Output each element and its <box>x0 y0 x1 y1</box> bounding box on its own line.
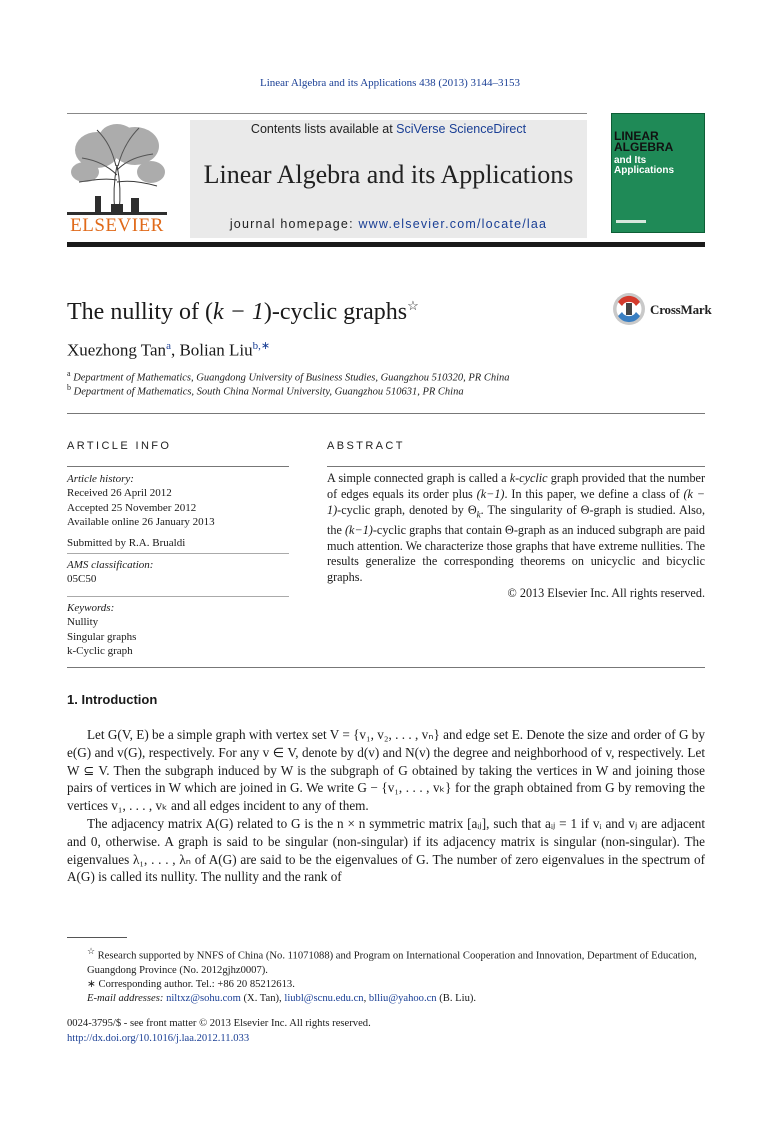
front-matter-notice <box>67 1017 371 1046</box>
abstract-math: (k − 1) <box>327 486 705 517</box>
abstract-heading: ABSTRACT <box>327 440 405 452</box>
cover-imprint-mark <box>616 220 646 223</box>
contents-prefix: Contents lists available at <box>250 122 393 136</box>
abstract-term: k-cyclic <box>509 471 548 485</box>
section-heading: 1. Introduction <box>67 692 158 707</box>
ams-code: 05C50 <box>67 573 97 586</box>
journal-citation[interactable]: Linear Algebra and its Applications 438 (2013) 3144–3153 <box>260 77 520 89</box>
author-affil-mark[interactable]: a <box>166 340 171 352</box>
abstract-text: -cyclic graph, denoted by <box>337 502 464 517</box>
footnote-rule <box>67 937 127 938</box>
affiliation-mark: a <box>67 369 71 378</box>
info-divider <box>67 553 289 554</box>
paragraph: The adjacency matrix A(G) related to G is the n × n symmetric matrix [aᵢⱼ], such that aᵢⱼ = 1 if vᵢ and vⱼ are adjacent and 0, otherwise. A graph is said to be singular (non-singular) if its adjacency matrix is singular (non-singular). The eigenvalues λ₁, . . . , λₙ of A(G) are said to be the eigenvalues of G. The number of zero eigenvalues in the spectrum of A(G) is called its nullity. The nullity and the rank of <box>67 815 705 885</box>
contents-line <box>190 122 587 136</box>
section-body <box>67 726 705 886</box>
journal-name: Linear Algebra and its Applications <box>203 160 574 189</box>
keywords <box>67 601 289 658</box>
title-post: )-cyclic graphs <box>263 299 408 325</box>
homepage-link[interactable]: www.elsevier.com/locate/laa <box>358 217 548 231</box>
abstract-text: . The singularity of Θ-graph is studied. Also, the <box>327 502 706 537</box>
header-top-rule <box>67 113 587 114</box>
funding-footnote <box>67 944 705 978</box>
abstract-body <box>327 471 705 602</box>
abstract-math: (k−1) <box>476 486 505 501</box>
article-info-heading: ARTICLE INFO <box>67 440 172 452</box>
online-date: Available online 26 January 2013 <box>67 515 215 528</box>
accepted-date: Accepted 25 November 2012 <box>67 501 197 514</box>
sciencedirect-link[interactable]: SciVerse ScienceDirect <box>396 122 527 136</box>
article-history <box>67 472 289 529</box>
title-footnote-mark[interactable]: ☆ <box>407 298 419 313</box>
abstract-text: A simple connected graph is called a <box>327 471 507 485</box>
abstract-rule <box>327 466 705 467</box>
article-title <box>67 298 419 326</box>
author-separator: , <box>170 340 180 360</box>
info-divider <box>67 596 289 597</box>
submitted-by: Submitted by R.A. Brualdi <box>67 537 186 549</box>
elsevier-wordmark: ELSEVIER <box>70 215 164 236</box>
doi-link[interactable]: http://dx.doi.org/10.1016/j.laa.2012.11.033 <box>67 1032 250 1044</box>
email-link[interactable]: niltxz@sohu.com <box>166 993 241 1005</box>
journal-homepage <box>190 217 587 231</box>
footnotes <box>67 944 705 1007</box>
affiliation-mark: b <box>67 383 71 392</box>
keyword: k-Cyclic graph <box>67 644 133 657</box>
affiliations-rule <box>67 413 705 414</box>
email-separator: , <box>363 993 367 1005</box>
history-label: Article history: <box>67 473 134 485</box>
keywords-label: Keywords: <box>67 602 115 614</box>
email-link[interactable]: liubl@scnu.edu.cn <box>284 993 364 1005</box>
cover-title: LINEAR ALGEBRA <box>614 129 674 154</box>
author-affil-mark[interactable]: b,∗ <box>252 340 271 352</box>
abstract-copyright: © 2013 Elsevier Inc. All rights reserved. <box>507 586 705 601</box>
abstract-math: (k−1) <box>345 522 373 537</box>
title-math: k − 1 <box>212 299 264 325</box>
issn-line: 0024-3795/$ - see front matter © 2013 Elsevier Inc. All rights reserved. <box>67 1018 371 1029</box>
abstract-math-sub: k <box>476 509 481 520</box>
crossmark-label[interactable]: CrossMark <box>650 302 712 317</box>
keyword: Singular graphs <box>67 630 137 643</box>
cover-subtitle: and Its Applications <box>614 155 675 176</box>
footnote-mark: ☆ <box>87 946 95 956</box>
email-label: E-mail addresses: <box>87 993 164 1005</box>
author-name[interactable]: Bolian Liu <box>179 340 253 360</box>
corresponding-footnote <box>67 978 705 992</box>
abstract-text: -cyclic graphs that contain Θ-graph as an induced subgraph are paid much attention. We characterize those graphs that have extreme nullities. The results generalize the corresponding theorems on unicyclic and bicyclic graphs. <box>327 522 706 585</box>
title-pre: The nullity of ( <box>67 299 213 325</box>
email-link[interactable]: blliu@yahoo.cn <box>368 993 437 1005</box>
affiliation-text: Department of Mathematics, Guangdong University of Business Studies, Guangzhou 510320, PR China <box>73 372 510 384</box>
footnote-mark: ∗ <box>87 979 96 991</box>
homepage-label: journal homepage: <box>229 217 354 231</box>
affiliation <box>67 369 510 384</box>
header-bottom-rule <box>67 242 705 247</box>
paragraph: Let G(V, E) be a simple graph with vertex set V = {v₁, v₂, . . . , vₙ} and edge set E. Denote the size and order of G by e(G) and v(G), respectively. For any v ∈ V, denote by d(v) and N(v) the degree and neighborhood of v, respectively. Let W ⊆ V. Then the subgraph induced by W is the subgraph of G obtained by taking the vertices in W and joining those pairs of vertices in W which are joined in G. We write G − {v₁, . . . , vₖ} for the graph obtained from G by removing the vertices v₁, . . . , vₖ and all edges incident to any of them. <box>67 727 705 814</box>
email-owner: (X. Tan), <box>243 993 282 1005</box>
front-matter-rule <box>67 667 705 668</box>
ams-classification <box>67 558 289 587</box>
abstract-text: . In this paper, we define a class of <box>504 486 680 501</box>
footnote-text: Research supported by NNFS of China (No. 11071088) and Program on International Cooperation and Innovation, Department of Education, Guangdong Province (No. 2012gjhz0007). <box>87 950 697 976</box>
affiliation <box>67 383 464 398</box>
affiliation-text: Department of Mathematics, South China Normal University, Guangzhou 510631, PR China <box>73 386 464 398</box>
abstract-text: graph provided that the number of edges equals its order plus <box>327 471 706 501</box>
article-info-rule <box>67 466 289 467</box>
footnote-text: Corresponding author. Tel.: +86 20 85212613. <box>98 979 295 991</box>
abstract-math: Θ <box>467 502 477 517</box>
author-name[interactable]: Xuezhong Tan <box>67 340 167 360</box>
email-owner: (B. Liu). <box>439 993 477 1005</box>
author-list <box>67 339 270 361</box>
email-footnote <box>67 992 705 1006</box>
ams-label: AMS classification: <box>67 559 154 571</box>
received-date: Received 26 April 2012 <box>67 487 172 500</box>
keyword: Nullity <box>67 616 99 629</box>
crossmark-icon[interactable] <box>612 292 646 326</box>
